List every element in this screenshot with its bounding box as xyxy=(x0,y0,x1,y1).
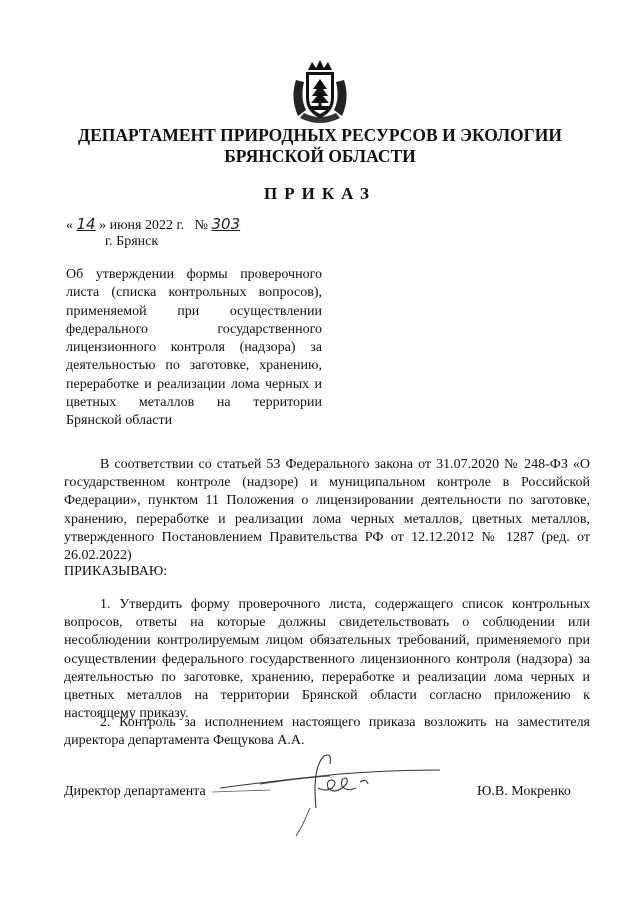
order-number-label: № xyxy=(194,218,208,233)
order-item-1: 1. Утвердить форму проверочного листа, содержащего список контрольных вопросов, ответы на которые должны свидетельствовать о соблюдении или несоблюдении контролируемым лицом обязательных требований, применяемого при осуществлении федерального государственного лицензионного контроля (надзора) за деятельностью по заготовке, хранению, переработке и реализации лома черных и цветных металлов на территории Брянской области согласно приложению к настоящему приказу. xyxy=(64,597,590,722)
document-type: ПРИКАЗ xyxy=(264,184,376,203)
order-date-line xyxy=(66,215,240,235)
order-number: 303 xyxy=(211,215,241,233)
order-month-year: июня 2022 г. xyxy=(109,218,185,233)
quote-close: » xyxy=(99,218,107,233)
organization-title xyxy=(40,125,600,167)
handwritten-signature xyxy=(200,748,450,843)
order-item-2: 2. Контроль за исполнением настоящего приказа возложить на заместителя директора департамента Фещукова А.А. xyxy=(64,715,590,749)
order-city: г. Брянск xyxy=(105,234,159,249)
quote-open: « xyxy=(66,218,73,233)
coat-of-arms-icon xyxy=(288,58,352,128)
order-subject: Об утверждении формы проверочного листа (списка контрольных вопросов), применяемой при осуществлении федерального государственного лицензионного контроля (надзора) за деятельностью по заготовке, хранению, переработке и реализации лома черных и цветных металлов на территории Брянской области xyxy=(66,267,322,429)
order-keyword: ПРИКАЗЫВАЮ: xyxy=(64,564,168,579)
organization-title-line2: БРЯНСКОЙ ОБЛАСТИ xyxy=(224,146,416,166)
preamble-paragraph: В соответствии со статьей 53 Федерального закона от 31.07.2020 № 248-ФЗ «О государственном контроле (надзоре) и муниципальном контроле в Российской Федерации», пунктом 11 Положения о лицензировании деятельности по заготовке, хранению, переработке и реализации лома черных металлов, цветных металлов, утвержденного Постановлением Правительства РФ от 12.12.2012 № 1287 (ред. от 26.02.2022) xyxy=(64,457,590,564)
organization-title-line1: ДЕПАРТАМЕНТ ПРИРОДНЫХ РЕСУРСОВ И ЭКОЛОГИИ xyxy=(78,125,562,145)
signatory-position: Директор департамента xyxy=(64,784,206,799)
signatory-name: Ю.В. Мокренко xyxy=(477,784,571,799)
order-day: 14 xyxy=(76,215,96,233)
